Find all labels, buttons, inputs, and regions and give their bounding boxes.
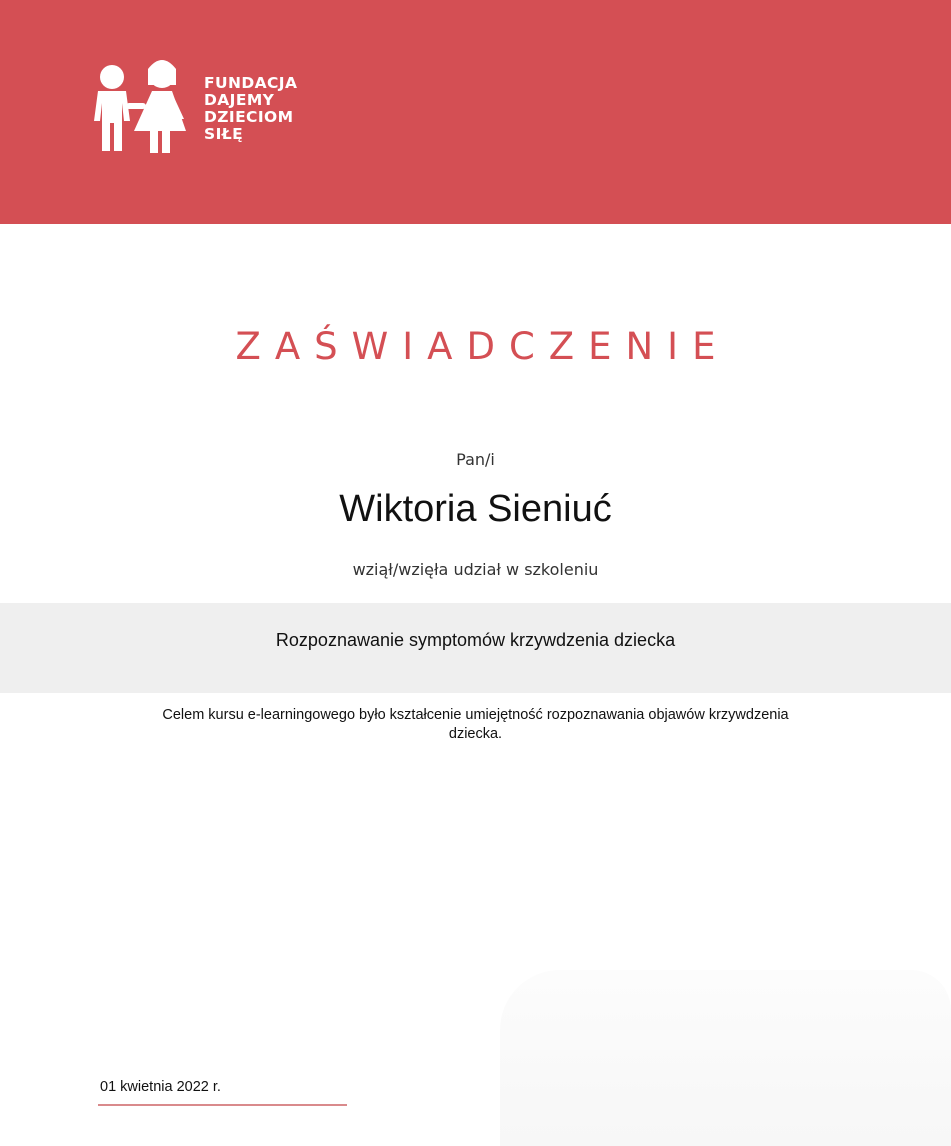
logo-line: SIŁĘ (204, 125, 244, 143)
participant-name: Wiktoria Sieniuć (339, 488, 612, 530)
children-icon (86, 55, 196, 155)
date-underline (98, 1104, 347, 1106)
certificate-title-text: ZAŚWIADCZENIE (235, 325, 730, 368)
course-description: Celem kursu e-learningowego było kształcenie umiejętność rozpoznawania objawów krzywdzenia dziecka. (162, 707, 789, 742)
course-band (0, 603, 951, 693)
logo-line: FUNDACJA (204, 74, 298, 92)
course-name: Rozpoznawanie symptomów krzywdzenia dziecka (275, 630, 676, 650)
issue-date: 01 kwietnia 2022 r. (100, 1079, 221, 1095)
logo-text (204, 75, 297, 143)
participation-text: wziął/wzięła udział w szkoleniu (352, 560, 599, 579)
foundation-logo (86, 55, 316, 155)
header-banner (0, 0, 951, 224)
logo-line: DAJEMY (204, 91, 275, 109)
certificate-title (0, 325, 951, 368)
logo-line: DZIECIOM (204, 108, 294, 126)
background-shadow (500, 970, 951, 1146)
salutation: Pan/i (456, 450, 495, 469)
